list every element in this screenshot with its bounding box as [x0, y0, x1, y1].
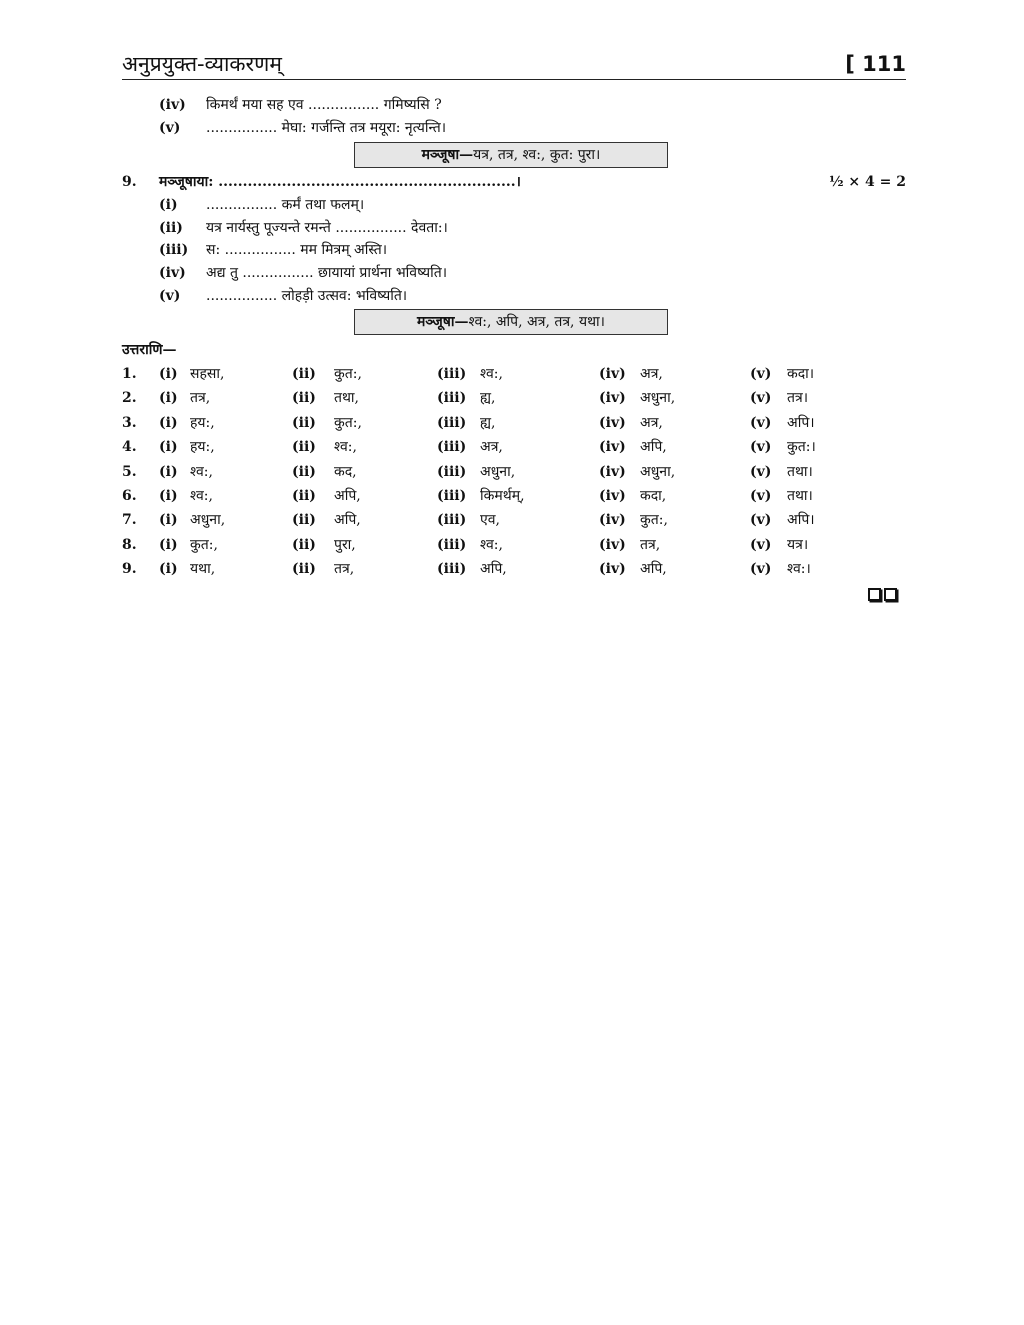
answer-value: हय:,	[190, 415, 215, 431]
answer-label: (i)	[159, 488, 178, 504]
answer-label: (v)	[750, 464, 772, 480]
answer-value: यथा,	[190, 561, 216, 577]
answer-value: कदा,	[640, 488, 667, 504]
answer-label: (v)	[750, 366, 772, 382]
answer-label: (i)	[159, 366, 178, 382]
answer-value: तत्र,	[334, 561, 355, 577]
answer-value: श्व:,	[190, 464, 213, 480]
answer-row-number: 1.	[122, 366, 137, 382]
header-rule	[122, 79, 906, 80]
q9-item-label: (iii)	[159, 242, 189, 258]
q9-item-label: (ii)	[159, 220, 183, 236]
q9-item-label: (v)	[159, 288, 181, 304]
word-box-words: यत्र, तत्र, श्व:, कुत: पुरा।	[473, 147, 601, 163]
answer-label: (ii)	[292, 390, 316, 406]
answer-value: अपि,	[480, 561, 507, 577]
answer-row-number: 5.	[122, 464, 137, 480]
answer-value: यत्र।	[787, 537, 809, 553]
q8-item-label: (v)	[159, 120, 181, 136]
q9-item-label: (i)	[159, 197, 178, 213]
answer-value: ह्य,	[480, 415, 496, 431]
answer-row-number: 3.	[122, 415, 137, 431]
answer-label: (ii)	[292, 366, 316, 382]
answer-label: (i)	[159, 512, 178, 528]
answer-value: तत्र।	[787, 390, 809, 406]
answer-label: (v)	[750, 439, 772, 455]
answer-value: कुत:,	[334, 415, 362, 431]
answer-value: तत्र,	[640, 537, 661, 553]
answer-value: अपि।	[787, 415, 815, 431]
answer-label: (iv)	[599, 512, 626, 528]
answer-row-number: 2.	[122, 390, 137, 406]
word-box-label: मञ्जूषा—	[417, 314, 469, 330]
answer-label: (iii)	[437, 488, 467, 504]
answer-value: श्व:।	[787, 561, 811, 577]
answer-value: कुत:,	[640, 512, 668, 528]
answer-row-number: 6.	[122, 488, 137, 504]
answer-label: (v)	[750, 512, 772, 528]
answer-value: श्व:,	[480, 366, 503, 382]
answer-row-number: 8.	[122, 537, 137, 553]
answer-label: (ii)	[292, 464, 316, 480]
answer-label: (ii)	[292, 488, 316, 504]
answer-value: कुत:।	[787, 439, 816, 455]
answer-label: (iv)	[599, 439, 626, 455]
answer-value: अधुना,	[190, 512, 226, 528]
q8-item-label: (iv)	[159, 97, 186, 113]
q9-item-text: ................ कर्मं तथा फलम्।	[206, 197, 365, 213]
page-number: [ 111	[845, 52, 906, 76]
answer-value: श्व:,	[190, 488, 213, 504]
answer-label: (iii)	[437, 390, 467, 406]
header-title: अनुप्रयुक्त-व्याकरणम्	[122, 52, 282, 76]
answer-label: (ii)	[292, 561, 316, 577]
q9-item-text: ................ लोहड़ी उत्सव: भविष्यति।	[206, 288, 408, 304]
word-box-words: श्व:, अपि, अत्र, तत्र, यथा।	[468, 314, 605, 330]
answer-label: (v)	[750, 390, 772, 406]
answer-label: (v)	[750, 488, 772, 504]
answer-label: (iv)	[599, 561, 626, 577]
answer-label: (iii)	[437, 512, 467, 528]
q9-number: 9.	[122, 174, 137, 190]
answer-row-number: 9.	[122, 561, 137, 577]
end-of-section-mark	[868, 588, 897, 601]
answer-label: (ii)	[292, 537, 316, 553]
q9-item-label: (iv)	[159, 265, 186, 281]
answer-value: अधुना,	[640, 464, 676, 480]
answer-label: (iv)	[599, 390, 626, 406]
answer-label: (i)	[159, 464, 178, 480]
answer-label: (iii)	[437, 561, 467, 577]
word-box-label: मञ्जूषा—	[421, 147, 474, 163]
answer-label: (iv)	[599, 488, 626, 504]
answer-value: तथा।	[787, 488, 813, 504]
square-icon	[884, 588, 897, 601]
answer-label: (ii)	[292, 512, 316, 528]
answer-value: श्व:,	[480, 537, 503, 553]
answer-value: सहसा,	[190, 366, 225, 382]
answer-label: (i)	[159, 439, 178, 455]
answer-label: (iii)	[437, 366, 467, 382]
answer-value: अपि,	[640, 439, 667, 455]
q9-item-text: यत्र नार्यस्तु पूज्यन्ते रमन्ते ................ देवता:।	[206, 220, 448, 236]
word-box-2	[354, 309, 668, 335]
answer-label: (i)	[159, 537, 178, 553]
answer-label: (iv)	[599, 415, 626, 431]
answer-label: (i)	[159, 561, 178, 577]
answer-label: (iii)	[437, 439, 467, 455]
answer-value: अधुना,	[480, 464, 516, 480]
q9-item-text: स: ................ मम मित्रम् अस्ति।	[206, 242, 388, 258]
q9-marks: ½ × 4 = 2	[828, 174, 906, 190]
answer-value: पुरा,	[334, 537, 356, 553]
answer-value: कद,	[334, 464, 357, 480]
answer-label: (i)	[159, 390, 178, 406]
answer-row-number: 7.	[122, 512, 137, 528]
word-box-1	[354, 142, 668, 168]
answer-value: ह्य,	[480, 390, 496, 406]
answer-label: (ii)	[292, 415, 316, 431]
answer-label: (v)	[750, 561, 772, 577]
q9-instruction: मञ्जूषाया: .............................................................।	[159, 174, 521, 190]
answer-label: (iv)	[599, 537, 626, 553]
answer-value: हय:,	[190, 439, 215, 455]
answer-value: किमर्थम्,	[480, 488, 525, 504]
q8-item-text: किमर्थं मया सह एव ................ गमिष्यसि ?	[206, 97, 442, 113]
square-icon	[868, 588, 881, 601]
answer-value: अत्र,	[640, 366, 663, 382]
answer-value: कुत:,	[190, 537, 218, 553]
answer-value: अधुना,	[640, 390, 676, 406]
answer-label: (ii)	[292, 439, 316, 455]
answers-heading: उत्तराणि—	[122, 342, 177, 358]
answer-value: तत्र,	[190, 390, 211, 406]
answer-value: कुत:,	[334, 366, 362, 382]
answer-value: अत्र,	[480, 439, 503, 455]
answer-label: (iii)	[437, 464, 467, 480]
answer-value: अपि,	[334, 488, 361, 504]
q8-item-text: ................ मेघा: गर्जन्ति तत्र मयूरा: नृत्यन्ति।	[206, 120, 447, 136]
answer-label: (iii)	[437, 415, 467, 431]
answer-value: तथा,	[334, 390, 360, 406]
answer-label: (iii)	[437, 537, 467, 553]
answer-value: अपि,	[334, 512, 361, 528]
answer-row-number: 4.	[122, 439, 137, 455]
page-header	[122, 50, 906, 78]
answer-label: (v)	[750, 537, 772, 553]
answer-value: अपि,	[640, 561, 667, 577]
q9-item-text: अद्य तु ................ छायायां प्रार्थना भविष्यति।	[206, 265, 448, 281]
answer-label: (iv)	[599, 464, 626, 480]
answer-label: (i)	[159, 415, 178, 431]
answer-value: तथा।	[787, 464, 813, 480]
answer-value: एव,	[480, 512, 500, 528]
answer-value: श्व:,	[334, 439, 357, 455]
answer-label: (iv)	[599, 366, 626, 382]
answer-value: कदा।	[787, 366, 815, 382]
answer-value: अत्र,	[640, 415, 663, 431]
answer-value: अपि।	[787, 512, 815, 528]
answer-label: (v)	[750, 415, 772, 431]
